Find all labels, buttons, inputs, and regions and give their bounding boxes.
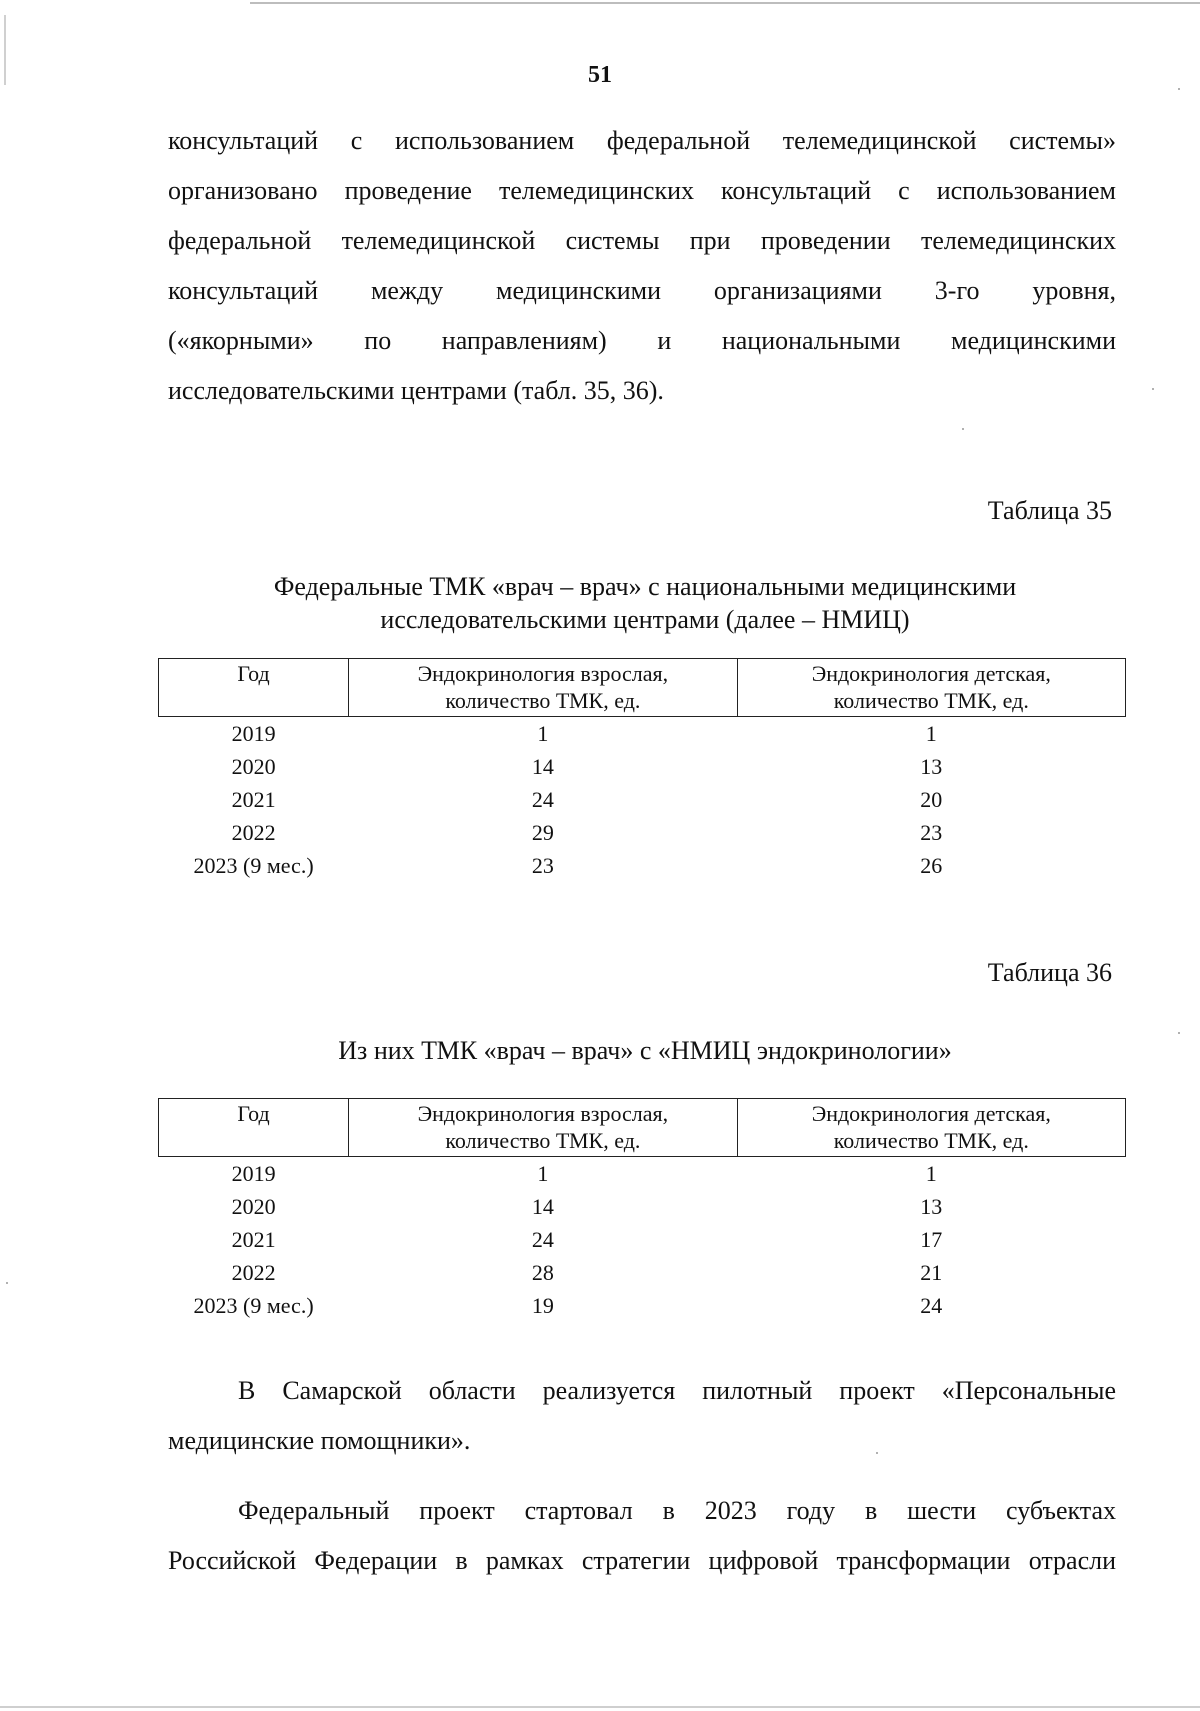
table36-title: Из них ТМК «врач – врач» с «НМИЦ эндокринологии» <box>338 1036 952 1065</box>
cell-adult: 24 <box>531 1227 554 1252</box>
table36-label: Таблица 36 <box>987 958 1112 987</box>
table35-title-line: исследовательскими центрами (далее – НМИЦ) <box>380 605 910 634</box>
scan-speck <box>876 1452 878 1454</box>
scan-speck <box>962 428 964 430</box>
intro-line: консультаций с использованием федеральной телемедицинской системы» <box>168 126 1116 155</box>
cell-adult: 14 <box>531 1194 554 1219</box>
header-year: Год <box>159 1099 349 1157</box>
table-row <box>159 1190 1126 1223</box>
cell-child: 23 <box>920 820 943 845</box>
cell-year: 2021 <box>231 1227 276 1252</box>
cell-child: 21 <box>920 1260 943 1285</box>
table35-title <box>0 570 1200 636</box>
cell-adult: 1 <box>537 1161 549 1186</box>
scan-bottom-edge <box>0 1706 1200 1708</box>
table-row <box>159 816 1126 849</box>
cell-adult: 19 <box>531 1293 554 1318</box>
cell-adult: 28 <box>531 1260 554 1285</box>
table-row <box>159 717 1126 751</box>
cell-year: 2021 <box>231 787 276 812</box>
cell-adult: 23 <box>531 853 554 878</box>
federal-paragraph <box>168 1486 1116 1586</box>
cell-year: 2019 <box>231 721 276 746</box>
page-number: 51 <box>588 62 612 88</box>
cell-year: 2020 <box>231 754 276 779</box>
table-row <box>159 1223 1126 1256</box>
cell-adult: 24 <box>531 787 554 812</box>
samara-paragraph <box>168 1366 1116 1466</box>
table36-header-row <box>159 1099 1126 1157</box>
table35-header-row <box>159 659 1126 717</box>
intro-line: исследовательскими центрами (табл. 35, 36). <box>168 376 664 405</box>
cell-child: 1 <box>925 721 937 746</box>
table-row <box>159 1157 1126 1191</box>
cell-year: 2023 (9 мес.) <box>193 853 314 878</box>
header-year: Год <box>159 659 349 717</box>
table35-title-line: Федеральные ТМК «врач – врач» с национальными медицинскими <box>273 572 1017 601</box>
federal-line: Федеральный проект стартовал в 2023 году в шести субъектах <box>238 1496 1116 1525</box>
intro-line: («якорными» по направлениям) и национальными медицинскими <box>168 326 1116 355</box>
samara-line: медицинские помощники». <box>168 1426 471 1455</box>
cell-year: 2022 <box>231 820 276 845</box>
table-row <box>159 849 1126 882</box>
cell-adult: 1 <box>537 721 549 746</box>
cell-child: 24 <box>920 1293 943 1318</box>
scan-speck <box>1178 1032 1180 1034</box>
scan-speck <box>6 1282 8 1284</box>
cell-child: 26 <box>920 853 943 878</box>
header-adult: Эндокринология взрослая, количество ТМК, ед. <box>349 659 737 717</box>
table-row <box>159 750 1126 783</box>
federal-line: Российской Федерации в рамках стратегии цифровой трансформации отрасли <box>168 1546 1116 1575</box>
table-row <box>159 1256 1126 1289</box>
cell-child: 13 <box>920 754 943 779</box>
samara-line: В Самарской области реализуется пилотный проект «Персональные <box>238 1376 1116 1405</box>
header-adult: Эндокринология взрослая, количество ТМК, ед. <box>349 1099 737 1157</box>
header-child: Эндокринология детская, количество ТМК, ед. <box>737 1099 1125 1157</box>
cell-year: 2023 (9 мес.) <box>193 1293 314 1318</box>
cell-child: 13 <box>920 1194 943 1219</box>
table35 <box>158 658 1126 882</box>
scan-speck <box>1178 88 1180 90</box>
cell-child: 20 <box>920 787 943 812</box>
intro-line: организовано проведение телемедицинских консультаций с использованием <box>168 176 1116 205</box>
table35-label: Таблица 35 <box>987 496 1112 525</box>
intro-paragraph <box>168 116 1116 416</box>
cell-adult: 29 <box>531 820 554 845</box>
intro-line: консультаций между медицинскими организациями 3-го уровня, <box>168 276 1116 305</box>
cell-adult: 14 <box>531 754 554 779</box>
table-row <box>159 1289 1126 1322</box>
table36 <box>158 1098 1126 1322</box>
intro-line: федеральной телемедицинской системы при проведении телемедицинских <box>168 226 1116 255</box>
cell-child: 17 <box>920 1227 943 1252</box>
cell-child: 1 <box>925 1161 937 1186</box>
scan-speck <box>1152 388 1154 390</box>
cell-year: 2019 <box>231 1161 276 1186</box>
cell-year: 2020 <box>231 1194 276 1219</box>
table-row <box>159 783 1126 816</box>
scan-top-edge <box>250 2 1200 4</box>
cell-year: 2022 <box>231 1260 276 1285</box>
header-child: Эндокринология детская, количество ТМК, ед. <box>737 659 1125 717</box>
